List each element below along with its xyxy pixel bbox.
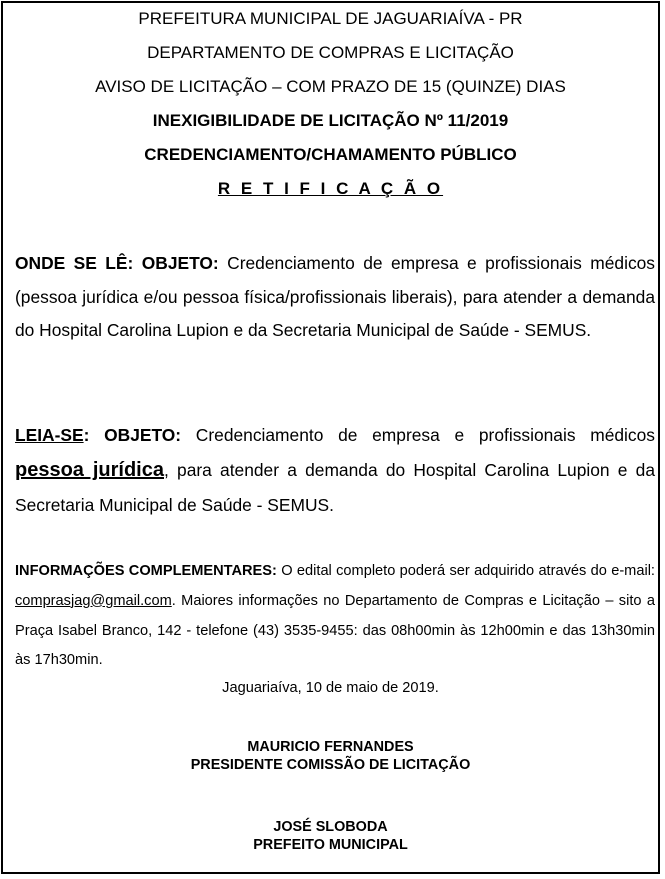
header-notice-type: AVISO DE LICITAÇÃO – COM PRAZO DE 15 (QUINZE) DIAS bbox=[95, 77, 566, 96]
info-label: INFORMAÇÕES COMPLEMENTARES: bbox=[15, 563, 277, 579]
email-link[interactable]: comprasjag@gmail.com bbox=[15, 592, 172, 609]
header-municipality: PREFEITURA MUNICIPAL DE JAGUARIAÍVA - PR bbox=[138, 9, 523, 28]
signature-block-2 bbox=[3, 818, 658, 854]
retification-title: R E T I F I C A Ç Ã O bbox=[217, 179, 444, 198]
notice-frame bbox=[1, 1, 660, 874]
leia-se-paragraph bbox=[15, 418, 655, 523]
info-text-before: O edital completo poderá ser adquirido através do e-mail: bbox=[276, 563, 655, 579]
signature-block-1 bbox=[3, 738, 658, 774]
header-inexigibility: INEXIGIBILIDADE DE LICITAÇÃO Nº 11/2019 bbox=[152, 111, 509, 130]
header-accreditation: CREDENCIAMENTO/CHAMAMENTO PÚBLICO bbox=[144, 145, 517, 164]
onde-se-le-label: ONDE SE LÊ: OBJETO: bbox=[15, 253, 219, 273]
leia-se-text-after: , para atender a demanda do Hospital Carolina Lupion e da Secretaria Municipal de Saúde - SEMUS. bbox=[15, 460, 655, 515]
leia-se-objeto-label: OBJETO: bbox=[89, 425, 182, 445]
signature-title: PREFEITO MUNICIPAL bbox=[253, 837, 408, 853]
signature-name: MAURICIO FERNANDES bbox=[247, 739, 414, 755]
leia-se-colon: : bbox=[83, 425, 90, 445]
signature-title: PRESIDENTE COMISSÃO DE LICITAÇÃO bbox=[190, 757, 471, 773]
onde-se-le-text: Credenciamento de empresa e profissionais médicos (pessoa jurídica e/ou pessoa física/profissionais liberais), para atender a demanda do Hospital Carolina Lupion e da Secretaria Municipal de Saúde - SEMUS. bbox=[15, 253, 656, 340]
onde-se-le-paragraph bbox=[15, 247, 655, 348]
header-department: DEPARTAMENTO DE COMPRAS E LICITAÇÃO bbox=[147, 43, 514, 62]
header-retification bbox=[3, 179, 658, 199]
info-text-after: . Maiores informações no Departamento de Compras e Licitação – sito a Praça Isabel Branco, 142 - telefone (43) 3535-9455: das 08h00min às 12h00min e das 13h30min às 17h30min. bbox=[15, 592, 655, 669]
info-paragraph bbox=[15, 557, 655, 676]
date-line: Jaguariaíva, 10 de maio de 2019. bbox=[222, 680, 439, 696]
leia-se-label: LEIA-SE bbox=[15, 425, 84, 445]
leia-se-emphasis: pessoa jurídica bbox=[15, 459, 164, 481]
signature-name: JOSÉ SLOBODA bbox=[273, 819, 388, 835]
leia-se-text-before: Credenciamento de empresa e profissionais médicos bbox=[181, 425, 655, 445]
